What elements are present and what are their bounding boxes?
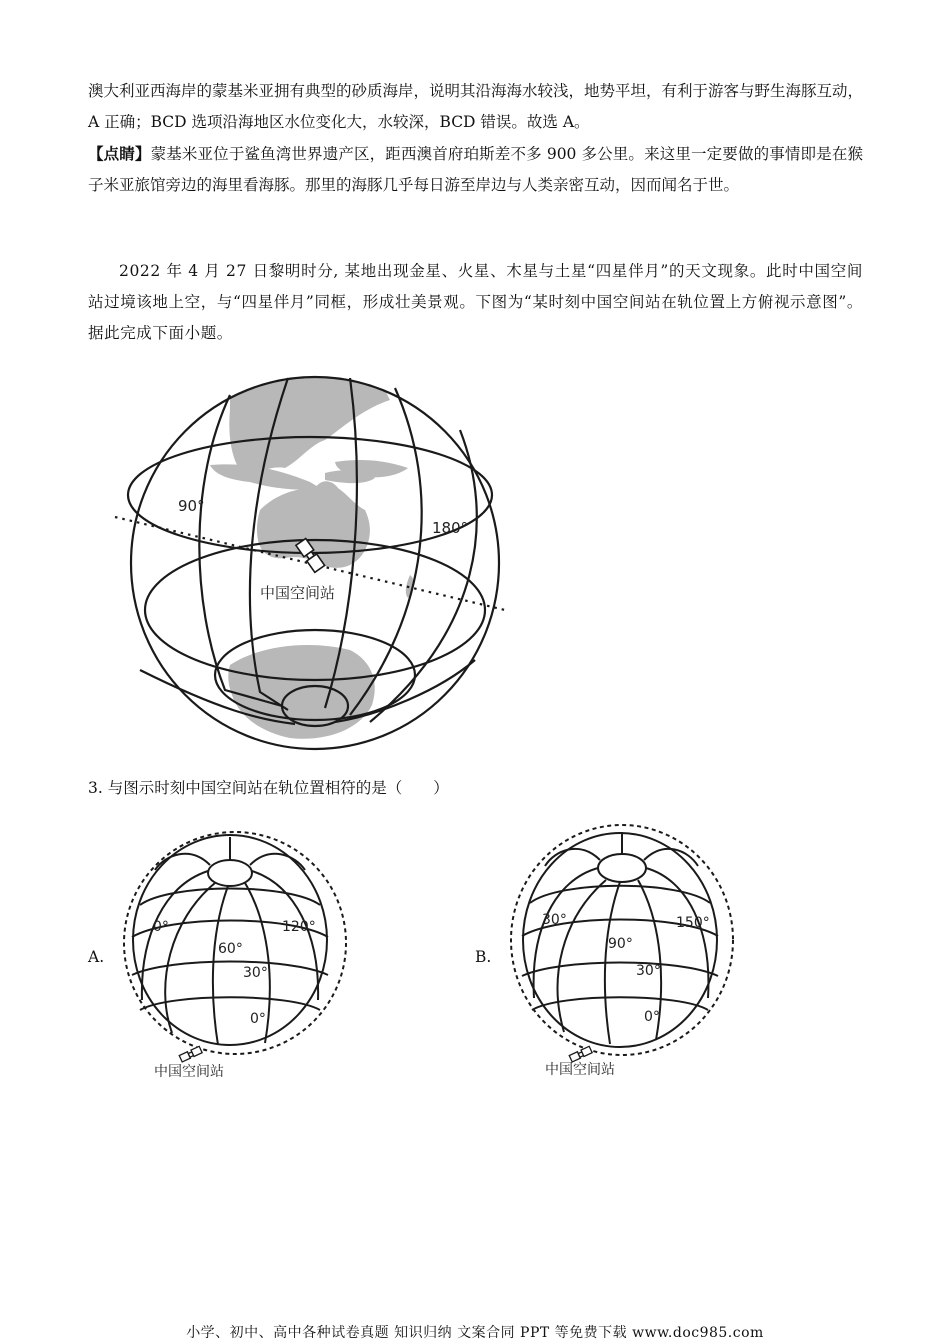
lon-label-right: 150° <box>676 915 710 931</box>
lon-label-left: 0° <box>153 919 169 935</box>
question-3: 3. 与图示时刻中国空间站在轨位置相符的是（ ） <box>88 779 449 797</box>
option-b-globe <box>500 818 750 1083</box>
north-pole-ellipse <box>598 854 646 882</box>
option-a-letter: A. <box>88 948 105 966</box>
lon-label-right: 120° <box>282 919 316 935</box>
space-station-icon <box>569 1046 592 1062</box>
passage-paragraph <box>88 256 863 349</box>
lon-label-mid: 60° <box>218 941 243 957</box>
longitude-label-90: 90° <box>178 497 205 515</box>
option-a-globe <box>110 825 360 1085</box>
explanation-text: 澳大利亚西海岸的蒙基米亚拥有典型的砂质海岸，说明其沿海海水较浅，地势平坦，有利于游客与野生海豚互动，A 正确；BCD 选项沿海地区水位变化大，水较深，BCD 错误。故选 A。 <box>88 82 864 131</box>
lon-label-left: 30° <box>542 912 567 928</box>
option-b-letter: B. <box>475 948 492 966</box>
indonesia-islands <box>210 464 320 489</box>
lon-label-mid: 90° <box>608 936 633 952</box>
main-globe-figure <box>110 370 510 760</box>
longitude-label-180: 180° <box>432 519 469 537</box>
station-label: 中国空间站 <box>545 1062 615 1078</box>
passage-text: 2022 年 4 月 27 日黎明时分, 某地出现金星、火星、木星与土星“四星伴月”的天文现象。此时中国空间站过境该地上空，与“四星伴月”同框，形成壮美景观。下图为“某时刻中国空间站在轨位置上方俯视示意图”。据此完成下面小题。 <box>88 262 863 342</box>
tip-label: 【点睛】 <box>88 144 151 163</box>
lat-label-0: 0° <box>250 1011 266 1027</box>
globe-outline <box>133 835 327 1045</box>
lat-label-0: 0° <box>644 1009 660 1025</box>
station-label: 中国空间站 <box>154 1064 224 1080</box>
lat-label-30: 30° <box>243 965 268 981</box>
north-pole-ellipse <box>208 860 252 886</box>
lat-label-30: 30° <box>636 963 661 979</box>
tip-text: 蒙基米亚位于鲨鱼湾世界遗产区，距西澳首府珀斯差不多 900 多公里。来这里一定要做的事情即是在猴子米亚旅馆旁边的海里看海豚。那里的海豚几乎每日游至岸边与人类亲密互动，因而闻名于世。 <box>88 145 863 194</box>
tip-paragraph <box>88 138 863 201</box>
station-label: 中国空间站 <box>260 584 336 602</box>
explanation-paragraph <box>88 76 863 138</box>
page-footer: 小学、初中、高中各种试卷真题 知识归纳 文案合同 PPT 等免费下载 www.doc985.com <box>186 1325 764 1341</box>
space-station-icon <box>179 1046 202 1062</box>
